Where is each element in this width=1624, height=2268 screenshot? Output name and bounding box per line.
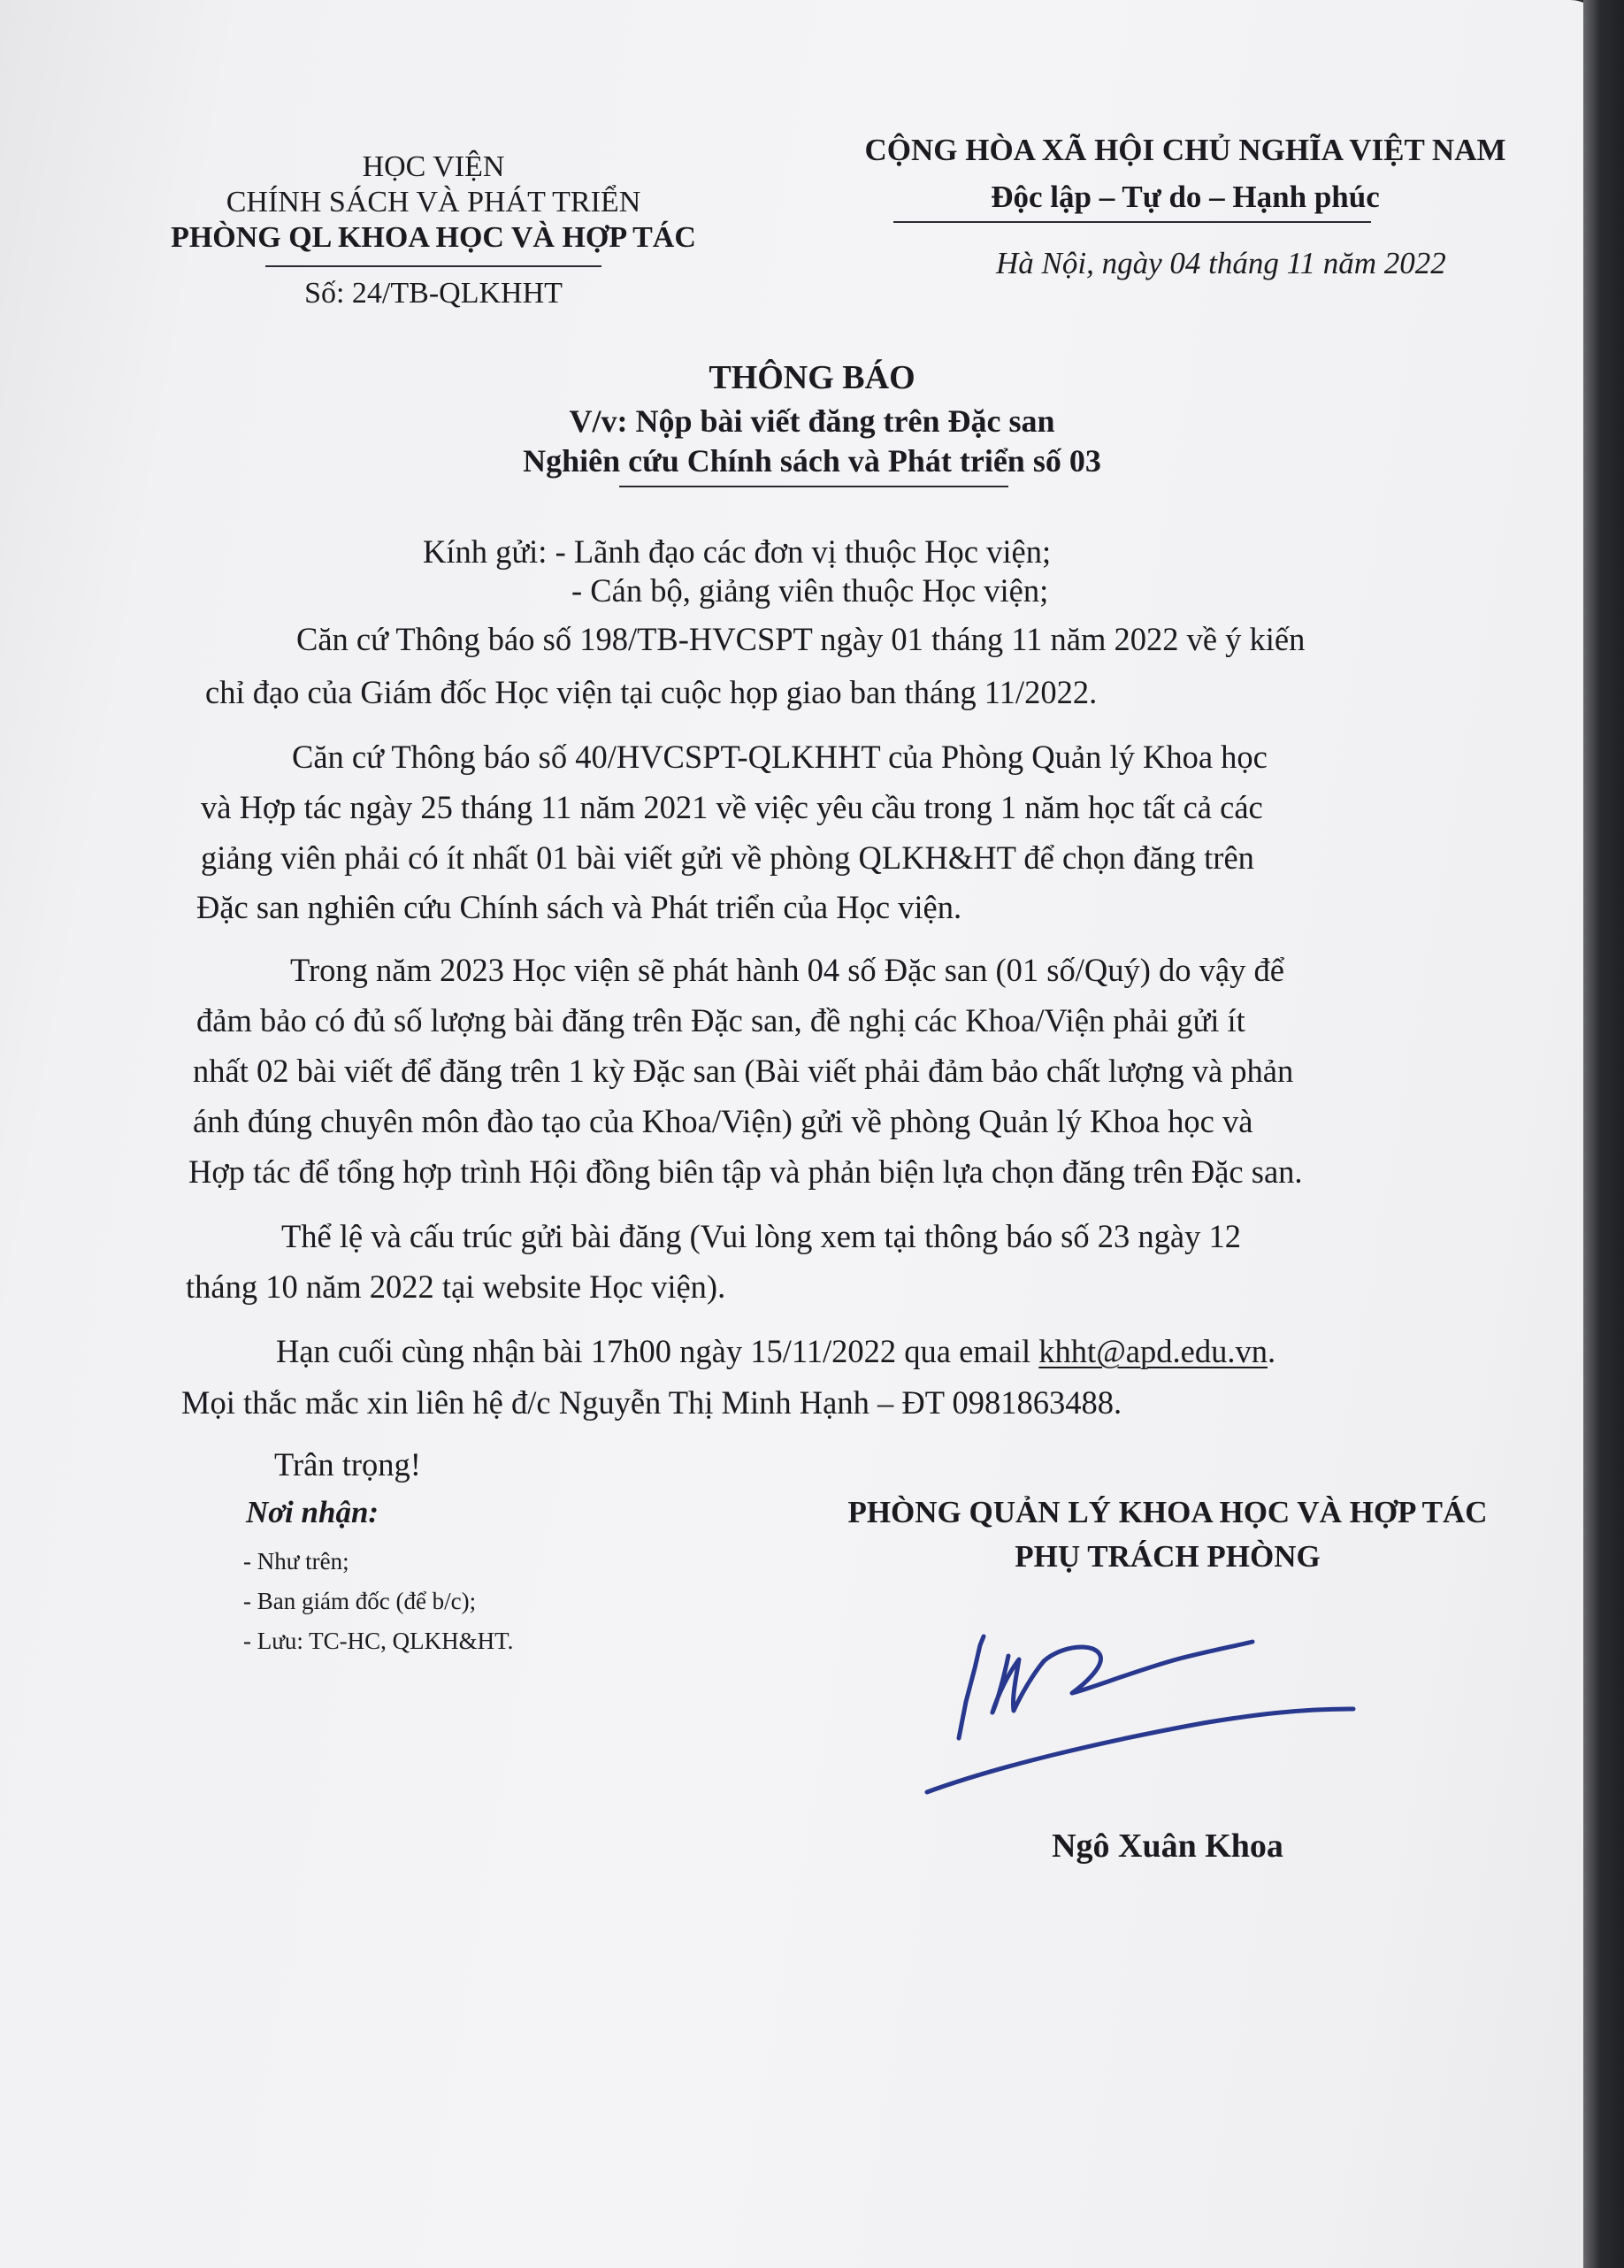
distribution-item-3: - Lưu: TC-HC, QLKH&HT. xyxy=(243,1628,514,1654)
paragraph-3-line-5: Hợp tác để tổng hợp trình Hội đồng biên tập và phản biện lựa chọn đăng trên Đặc san. xyxy=(188,1153,1303,1190)
deadline-text: Hạn cuối cùng nhận bài 17h00 ngày 15/11/2022 qua email xyxy=(276,1333,1039,1369)
subject-line-2: Nghiên cứu Chính sách và Phát triển số 03 xyxy=(523,443,1101,479)
paragraph-2-line-4: Đặc san nghiên cứu Chính sách và Phát triển của Học viện. xyxy=(196,889,962,925)
email-link[interactable]: khht@apd.edu.vn xyxy=(1038,1333,1268,1369)
country-name: CỘNG HÒA XÃ HỘI CHỦ NGHĨA VIỆT NAM xyxy=(864,133,1506,167)
deadline-line xyxy=(276,1327,1275,1375)
paragraph-4-line-1: Thể lệ và cấu trúc gửi bài đăng (Vui lòng xem tại thông báo số 23 ngày 12 xyxy=(281,1218,1241,1254)
signature-role: PHỤ TRÁCH PHÒNG xyxy=(1015,1539,1321,1574)
signature-org: PHÒNG QUẢN LÝ KHOA HỌC VÀ HỢP TÁC xyxy=(847,1495,1488,1529)
national-motto: Độc lập – Tự do – Hạnh phúc xyxy=(991,180,1380,214)
org-underline xyxy=(265,265,601,267)
recipients-line-2: - Cán bộ, giảng viên thuộc Học viện; xyxy=(571,572,1049,609)
deadline-period: . xyxy=(1267,1333,1276,1369)
distribution-item-1: - Như trên; xyxy=(243,1548,349,1575)
page-edge-shadow xyxy=(1583,0,1624,2268)
paragraph-3-line-1: Trong năm 2023 Học viện sẽ phát hành 04 số Đặc san (01 số/Quý) do vậy để xyxy=(290,952,1284,988)
org-line-3: PHÒNG QL KHOA HỌC VÀ HỢP TÁC xyxy=(171,221,696,254)
paragraph-3-line-4: ánh đúng chuyên môn đào tạo của Khoa/Viện) gửi về phòng Quản lý Khoa học và xyxy=(193,1103,1253,1139)
org-line-1: HỌC VIỆN xyxy=(362,150,505,183)
recipients-line-1: Kính gửi: - Lãnh đạo các đơn vị thuộc Học viện; xyxy=(423,533,1052,570)
signer-name: Ngô Xuân Khoa xyxy=(1052,1827,1283,1865)
paragraph-1-line-2: chỉ đạo của Giám đốc Học viện tại cuộc họp giao ban tháng 11/2022. xyxy=(205,674,1098,710)
paragraph-3-line-2: đảm bảo có đủ số lượng bài đăng trên Đặc san, đề nghị các Khoa/Viện phải gửi ít xyxy=(196,1002,1245,1038)
reference-number: Số: 24/TB-QLKHHT xyxy=(304,277,563,310)
paragraph-2-line-3: giảng viên phải có ít nhất 01 bài viết gửi về phòng QLKH&HT để chọn đăng trên xyxy=(201,839,1254,876)
subject-underline xyxy=(619,486,1008,487)
distribution-item-2: - Ban giám đốc (để b/c); xyxy=(243,1588,477,1614)
paragraph-1-line-1: Căn cứ Thông báo số 198/TB-HVCSPT ngày 01 tháng 11 năm 2022 về ý kiến xyxy=(296,621,1306,657)
paragraph-3-line-3: nhất 02 bài viết để đăng trên 1 kỳ Đặc san (Bài viết phải đảm bảo chất lượng và phản xyxy=(193,1053,1294,1089)
distribution-heading: Nơi nhận: xyxy=(246,1495,379,1529)
org-line-2: CHÍNH SÁCH VÀ PHÁT TRIỂN xyxy=(226,186,641,218)
subject-line-1: V/v: Nộp bài viết đăng trên Đặc san xyxy=(569,403,1055,439)
document-title: THÔNG BÁO xyxy=(709,359,915,396)
closing-greeting: Trân trọng! xyxy=(274,1446,421,1483)
paragraph-2-line-2: và Hợp tác ngày 25 tháng 11 năm 2021 về việc yêu cầu trong 1 năm học tất cả các xyxy=(201,789,1263,825)
motto-underline xyxy=(893,221,1371,223)
handwritten-signature xyxy=(911,1610,1371,1804)
contact-line: Mọi thắc mắc xin liên hệ đ/c Nguyễn Thị Minh Hạnh – ĐT 0981863488. xyxy=(181,1384,1122,1421)
paragraph-2-line-1: Căn cứ Thông báo số 40/HVCSPT-QLKHHT của Phòng Quản lý Khoa học xyxy=(292,739,1268,775)
paragraph-4-line-2: tháng 10 năm 2022 tại website Học viện). xyxy=(186,1268,726,1305)
place-and-date: Hà Nội, ngày 04 tháng 11 năm 2022 xyxy=(996,246,1446,280)
